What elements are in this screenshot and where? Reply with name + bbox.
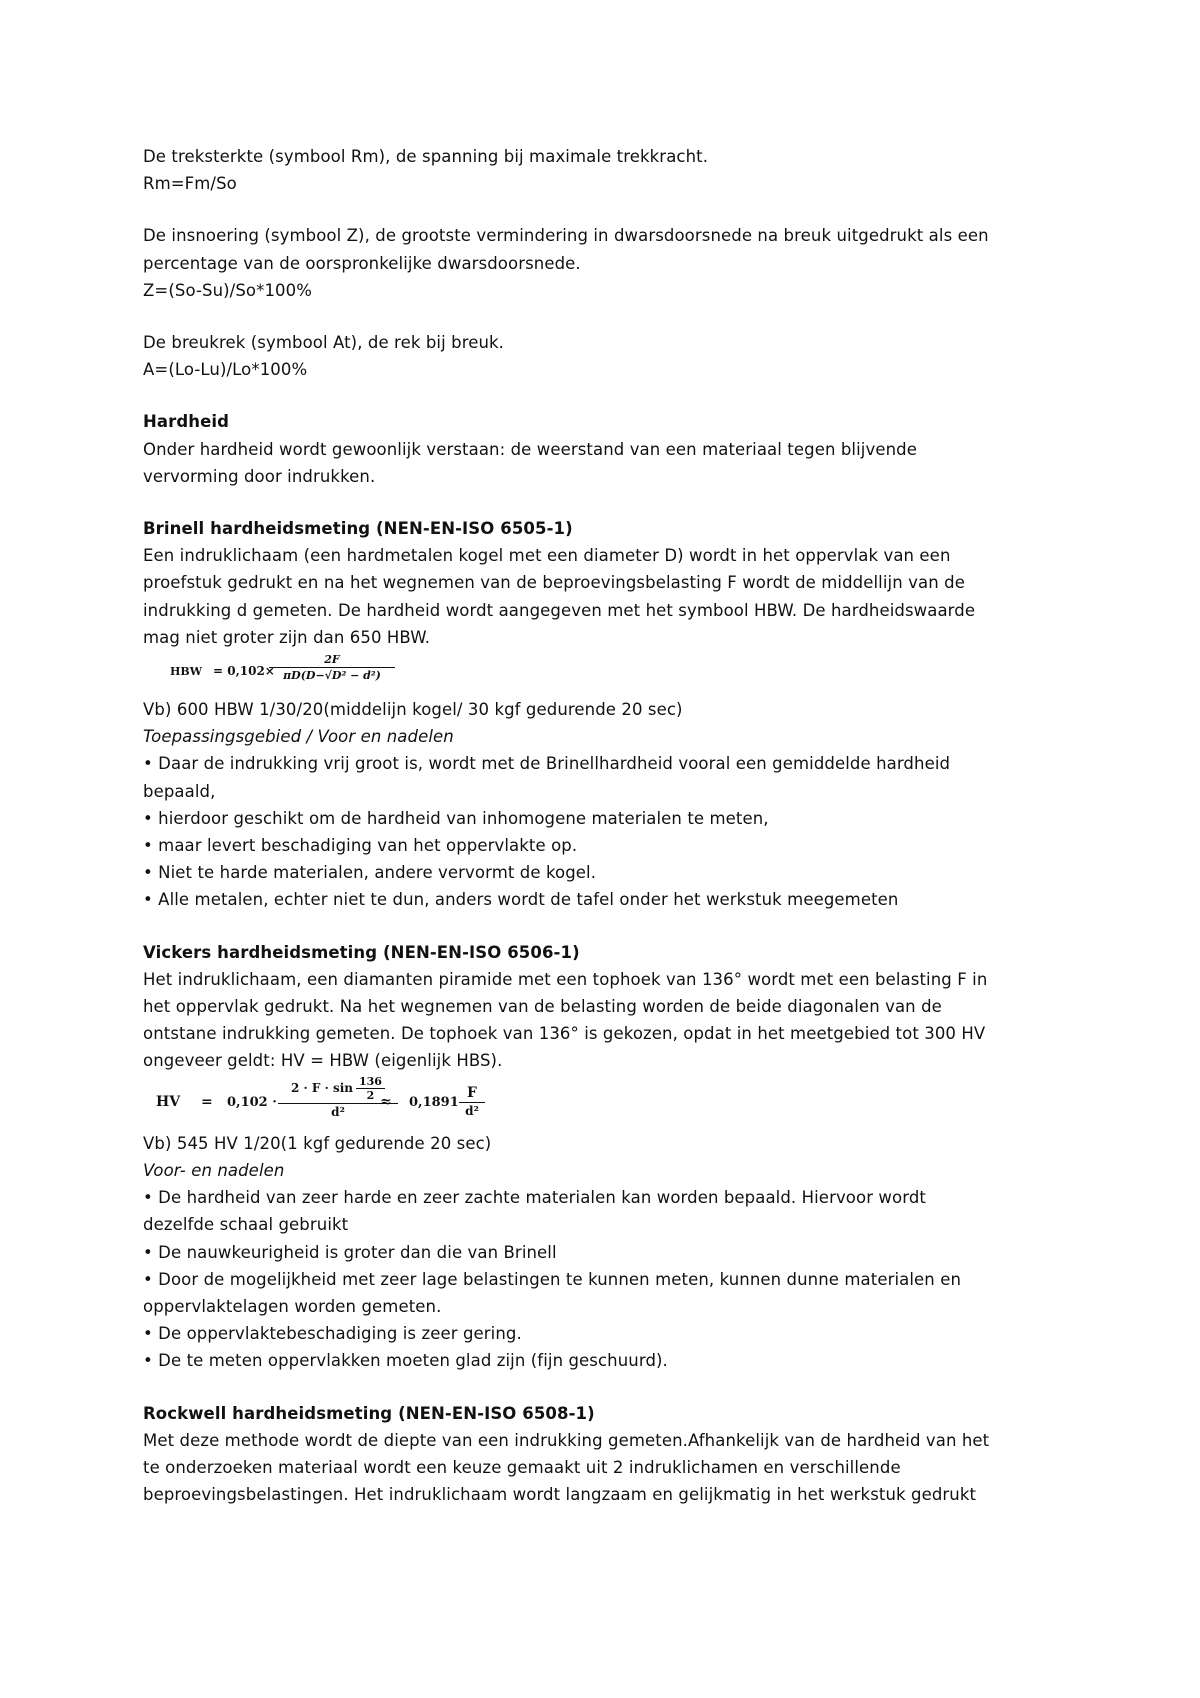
vickers-formula-approx: ≈ [380, 1093, 392, 1110]
vickers-bullet: • De oppervlaktebeschadiging is zeer gering. [143, 1324, 522, 1344]
a-definition: De breukrek (symbool At), de rek bij breuk. [143, 333, 505, 353]
vickers-subheading: Voor- en nadelen [143, 1160, 285, 1180]
brinell-bullet: • Alle metalen, echter niet te dun, anders wordt de tafel onder het werkstuk meegemeten [143, 890, 899, 910]
brinell-text-line: proefstuk gedrukt en na het wegnemen van de beproevingsbelasting F wordt de middellijn van de [143, 573, 965, 593]
vickers-text-line: Het indruklichaam, een diamanten piramide met een tophoek van 136° wordt met een belasting F in [143, 969, 988, 989]
vickers-text-line: ontstane indrukking gemeten. De tophoek van 136° is gekozen, opdat in het meetgebied tot 300 HV [143, 1024, 986, 1044]
z-definition-line-2: percentage van de oorspronkelijke dwarsdoorsnede. [143, 253, 581, 273]
vickers-bullet: • Door de mogelijkheid met zeer lage belastingen te kunnen meten, kunnen dunne materialen en [143, 1269, 962, 1289]
vickers-bullet: oppervlaktelagen worden gemeten. [143, 1296, 442, 1316]
a-formula: A=(Lo-Lu)/Lo*100% [143, 360, 308, 380]
rockwell-text-line: te onderzoeken materiaal wordt een keuze gemaakt uit 2 indruklichamen en verschillende [143, 1457, 901, 1477]
vickers-bullet: • De nauwkeurigheid is groter dan die van Brinell [143, 1242, 557, 1262]
brinell-bullet: • Niet te harde materialen, andere vervormt de kogel. [143, 863, 597, 883]
brinell-heading: Brinell hardheidsmeting (NEN-EN-ISO 6505-1) [143, 519, 573, 539]
brinell-bullet: • hierdoor geschikt om de hardheid van inhomogene materialen te meten, [143, 808, 769, 828]
vickers-formula-inner-numerator: 136 [356, 1075, 385, 1089]
vickers-example: Vb) 545 HV 1/20(1 kgf gedurende 20 sec) [143, 1133, 492, 1153]
hardheid-text-line: vervorming door indrukken. [143, 466, 376, 486]
vickers-formula-lhs: HV [156, 1093, 181, 1110]
vickers-formula-numerator-prefix: 2 · F · sin [291, 1080, 353, 1095]
vickers-bullet: • De te meten oppervlakken moeten glad zijn (fijn geschuurd). [143, 1351, 668, 1371]
vickers-formula-denominator-2: d² [465, 1103, 479, 1118]
brinell-example: Vb) 600 HBW 1/30/20(middelijn kogel/ 30 kgf gedurende 20 sec) [143, 700, 683, 720]
brinell-bullet: bepaald, [143, 781, 216, 801]
vickers-formula-coefficient: 0,102 · [227, 1094, 277, 1110]
rm-definition: De treksterkte (symbool Rm), de spanning bij maximale trekkracht. [143, 147, 709, 166]
vickers-formula-equals: = [201, 1093, 213, 1110]
vickers-formula-inner-denominator: 2 [366, 1088, 375, 1102]
brinell-formula-coefficient: = 0,102× [213, 664, 275, 679]
brinell-subheading: Toepassingsgebied / Voor en nadelen [143, 727, 454, 747]
vickers-bullet: dezelfde schaal gebruikt [143, 1215, 349, 1235]
rockwell-text-line: beproevingsbelastingen. Het indruklichaam wordt langzaam en gelijkmatig in het werkstuk gedrukt [143, 1485, 977, 1505]
brinell-formula-fraction [269, 653, 395, 682]
vickers-formula [143, 1075, 1083, 1130]
vickers-formula-denominator: d² [331, 1104, 345, 1119]
fraction-bar [269, 667, 395, 668]
vickers-text-line: het oppervlak gedrukt. Na het wegnemen van de belasting worden de beide diagonalen van de [143, 997, 942, 1017]
rm-formula: Rm=Fm/So [143, 174, 237, 194]
vickers-text-line: ongeveer geldt: HV = HBW (eigenlijk HBS). [143, 1051, 503, 1071]
z-definition-line-1: De insnoering (symbool Z), de grootste vermindering in dwarsdoorsnede na breuk uitgedrukt als een [143, 226, 989, 246]
vickers-bullet: • De hardheid van zeer harde en zeer zachte materialen kan worden bepaald. Hiervoor wordt [143, 1188, 926, 1208]
z-formula: Z=(So-Su)/So*100% [143, 280, 313, 300]
vickers-formula-numerator-2: F [467, 1084, 477, 1101]
hardheid-heading: Hardheid [143, 412, 230, 432]
brinell-formula-lhs: HBW [170, 665, 203, 679]
brinell-formula-denominator: πD(D−√D² − d²) [283, 669, 381, 683]
brinell-text-line: indrukking d gemeten. De hardheid wordt aangegeven met het symbool HBW. De hardheidswaarde [143, 600, 976, 620]
brinell-text-line: mag niet groter zijn dan 650 HBW. [143, 627, 431, 647]
rockwell-text-line: Met deze methode wordt de diepte van een indrukking gemeten.Afhankelijk van de hardheid van het [143, 1430, 990, 1450]
hardheid-text-line: Onder hardheid wordt gewoonlijk verstaan: de weerstand van een materiaal tegen blijvende [143, 439, 917, 459]
vickers-formula-fraction-2 [459, 1085, 485, 1118]
rockwell-heading: Rockwell hardheidsmeting (NEN-EN-ISO 6508-1) [143, 1403, 595, 1423]
brinell-formula-numerator: 2F [324, 653, 340, 667]
brinell-bullet: • maar levert beschadiging van het oppervlakte op. [143, 836, 578, 856]
vickers-formula-coefficient-2: 0,1891 [409, 1094, 459, 1110]
brinell-formula [143, 651, 1083, 696]
vickers-heading: Vickers hardheidsmeting (NEN-EN-ISO 6506-1) [143, 942, 580, 962]
fraction-bar [459, 1102, 485, 1103]
document-page [143, 143, 1083, 1508]
brinell-bullet: • Daar de indrukking vrij groot is, wordt met de Brinellhardheid vooral een gemiddelde hardheid [143, 754, 951, 774]
brinell-text-line: Een indruklichaam (een hardmetalen kogel met een diameter D) wordt in het oppervlak van een [143, 546, 951, 566]
